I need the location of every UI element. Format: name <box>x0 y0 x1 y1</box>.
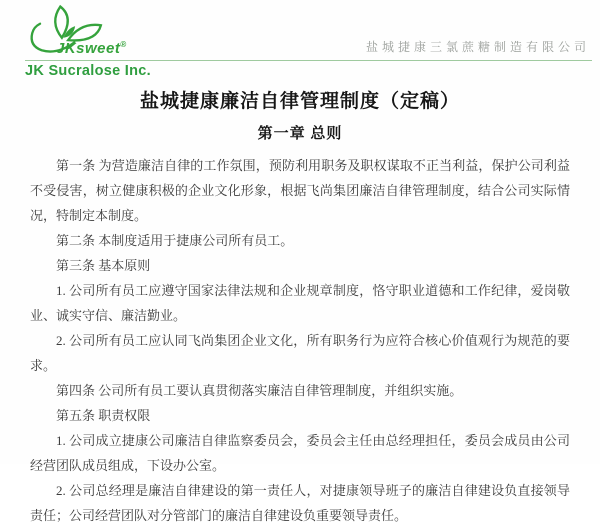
brand-jksweet <box>56 40 127 57</box>
paragraph-article-4: 第四条 公司所有员工要认真贯彻落实廉洁自律管理制度，并组织实施。 <box>56 383 463 398</box>
paragraph-article-5-item-1: 1. 公司成立捷康公司廉洁自律监察委员会，委员会主任由总经理担任，委员会成员由公司经营团队成员组成，下设办公室。 <box>30 433 570 473</box>
paragraph-article-1: 第一条 为营造廉洁自律的工作氛围，预防利用职务及职权谋取不正当利益，保护公司利益不受侵害，树立健康积极的企业文化形象，根据飞尚集团廉洁自律管理制度，结合公司实际情况，特制定本制度。 <box>30 158 570 223</box>
paragraph-article-3: 第三条 基本原则 <box>56 258 151 273</box>
letterhead <box>0 0 600 82</box>
paragraph-article-3-item-2: 2. 公司所有员工应认同飞尚集团企业文化，所有职务行为应符合核心价值观行为规范的要求。 <box>30 333 570 373</box>
chapter-heading: 第一章 总则 <box>257 126 343 142</box>
document-body <box>30 153 570 528</box>
paragraph-article-3-item-1: 1. 公司所有员工应遵守国家法律法规和企业规章制度，恪守职业道德和工作纪律，爱岗敬业、诚实守信、廉洁勤业。 <box>30 283 570 323</box>
paragraph-article-2: 第二条 本制度适用于捷康公司所有员工。 <box>56 233 294 248</box>
header-divider <box>25 60 592 61</box>
paragraph-article-5-item-2: 2. 公司总经理是廉洁自律建设的第一责任人，对捷康领导班子的廉洁自律建设负直接领导责任；公司经营团队对分管部门的廉洁自律建设负重要领导责任。 <box>30 483 570 523</box>
brand-text: JKsweet <box>56 40 121 57</box>
registered-mark: ® <box>120 40 127 49</box>
document-title: 盐城捷康廉洁自律管理制度（定稿） <box>139 91 460 112</box>
company-name-chinese: 盐城捷康三氯蔗糖制造有限公司 <box>365 40 590 54</box>
paragraph-article-5: 第五条 职责权限 <box>56 408 151 423</box>
company-name-english: JK Sucralose Inc. <box>25 63 151 79</box>
